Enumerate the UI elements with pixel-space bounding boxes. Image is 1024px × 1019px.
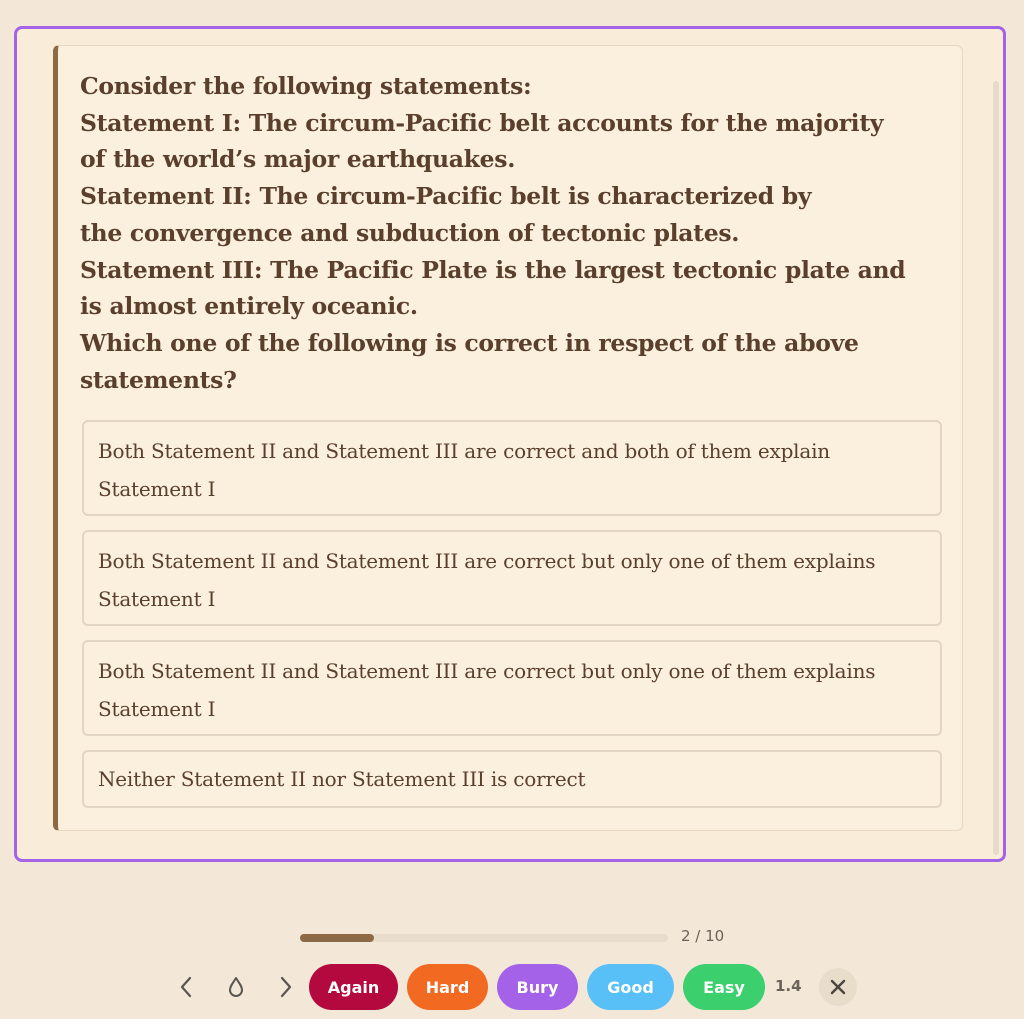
- chevron-left-icon[interactable]: [171, 970, 201, 1004]
- chevron-right-icon[interactable]: [271, 970, 301, 1004]
- droplet-icon[interactable]: [221, 970, 251, 1004]
- close-button[interactable]: [819, 968, 857, 1006]
- progress-bar: [300, 934, 668, 942]
- question-text: Consider the following statements: Statement I: The circum-Pacific belt accounts for the majority of the world’s major earthquakes. Statement II: The circum-Pacific belt is characterized by the convergence and subduction of tectonic plates. Statement III: The Pacific Plate is the largest tectonic plate and is almost entirely oceanic. Which one of the following is correct in respect of the above statements?: [80, 72, 906, 394]
- card-frame: [14, 26, 1006, 862]
- scrollbar[interactable]: [993, 81, 999, 855]
- bury-button[interactable]: Bury: [497, 964, 578, 1010]
- close-icon: [829, 978, 847, 996]
- answer-option-2[interactable]: Both Statement II and Statement III are correct but only one of them explains Statement I: [82, 530, 942, 626]
- easy-button[interactable]: Easy: [683, 964, 765, 1010]
- good-button[interactable]: Good: [587, 964, 674, 1010]
- hard-button[interactable]: Hard: [407, 964, 488, 1010]
- answer-option-4[interactable]: Neither Statement II nor Statement III is correct: [82, 750, 942, 808]
- progress-label: 2 / 10: [681, 927, 725, 945]
- again-button[interactable]: Again: [309, 964, 398, 1010]
- answer-option-1[interactable]: Both Statement II and Statement III are correct and both of them explain Statement I: [82, 420, 942, 516]
- speed-label: 1.4: [775, 977, 802, 995]
- answer-option-3[interactable]: Both Statement II and Statement III are correct but only one of them explains Statement I: [82, 640, 942, 736]
- progress-fill: [300, 934, 374, 942]
- question-box: [53, 45, 963, 831]
